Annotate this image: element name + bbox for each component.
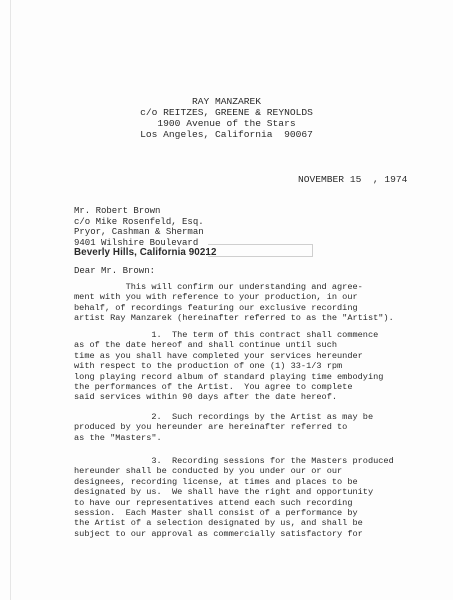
text-line: behalf, of recordings featuring our exclusive recording [74, 302, 358, 313]
paragraph-1 [74, 330, 383, 403]
text-line: subject to our approval as commercially satisfactory for [74, 528, 363, 539]
recipient-line-4: 9401 Wilshire Boulevard [74, 237, 199, 248]
text-line: with respect to the production of one (1) 33-1/3 rpm [74, 361, 343, 372]
text-line: session. Each Master shall consist of a performance by [74, 508, 358, 519]
recipient-line-1: Mr. Robert Brown [74, 206, 161, 216]
paragraph-2 [74, 412, 373, 443]
text-line: long playing record album of standard playing time embodying [74, 371, 384, 382]
paragraph-3 [74, 456, 394, 539]
text-line: the Artist of a selection designated by us, and shall be [74, 518, 363, 529]
letter-date: NOVEMBER 15 , 1974 [298, 174, 408, 185]
text-line: produced by you hereunder are hereinafter referred to [74, 422, 348, 433]
text-line: 3. Recording sessions for the Masters produced [74, 456, 394, 466]
letterhead [0, 96, 453, 140]
text-line: designees, recording license, at times and places to be [74, 476, 358, 487]
letterhead-street: 1900 Avenue of the Stars [157, 118, 296, 129]
letterhead-city: Los Angeles, California 90067 [140, 129, 313, 140]
text-line: artist Ray Manzarek (hereinafter referred to as the "Artist"). [74, 313, 394, 324]
text-line: 2. Such recordings by the Artist as may be [74, 412, 374, 422]
text-line: as of the date hereof and shall continue until such [74, 340, 338, 351]
salutation: Dear Mr. Brown: [74, 266, 156, 276]
letterhead-care-of: c/o REITZES, GREENE & REYNOLDS [140, 107, 313, 118]
text-line: designated by us. We shall have the right and opportunity [74, 487, 374, 498]
text-line: to have our representatives attend each such recording [74, 497, 353, 508]
letterhead-name: RAY MANZAREK [191, 96, 262, 107]
text-line: the performances of the Artist. You agree to complete [74, 382, 353, 393]
recipient-line-3: Pryor, Cashman & Sherman [74, 227, 204, 237]
recipient-line-2: c/o Mike Rosenfeld, Esq. [74, 216, 204, 227]
recipient-address [74, 206, 217, 259]
label-box-outline [208, 244, 313, 257]
text-line: This will confirm our understanding and agree- [74, 282, 363, 292]
paragraph-intro [74, 282, 394, 324]
text-line: ment with you with reference to your production, in our [74, 292, 358, 303]
text-line: time as you shall have completed your services hereunder [74, 350, 363, 361]
text-line: 1. The term of this contract shall commence [74, 330, 379, 340]
text-line: said services within 90 days after the date hereof. [74, 392, 338, 403]
scan-edge-line [10, 0, 11, 600]
text-line: as the "Masters". [74, 432, 162, 443]
text-line: hereunder shall be conducted by you under our or our [74, 466, 343, 477]
recipient-line-5: Beverly Hills, California 90212 [74, 247, 217, 258]
